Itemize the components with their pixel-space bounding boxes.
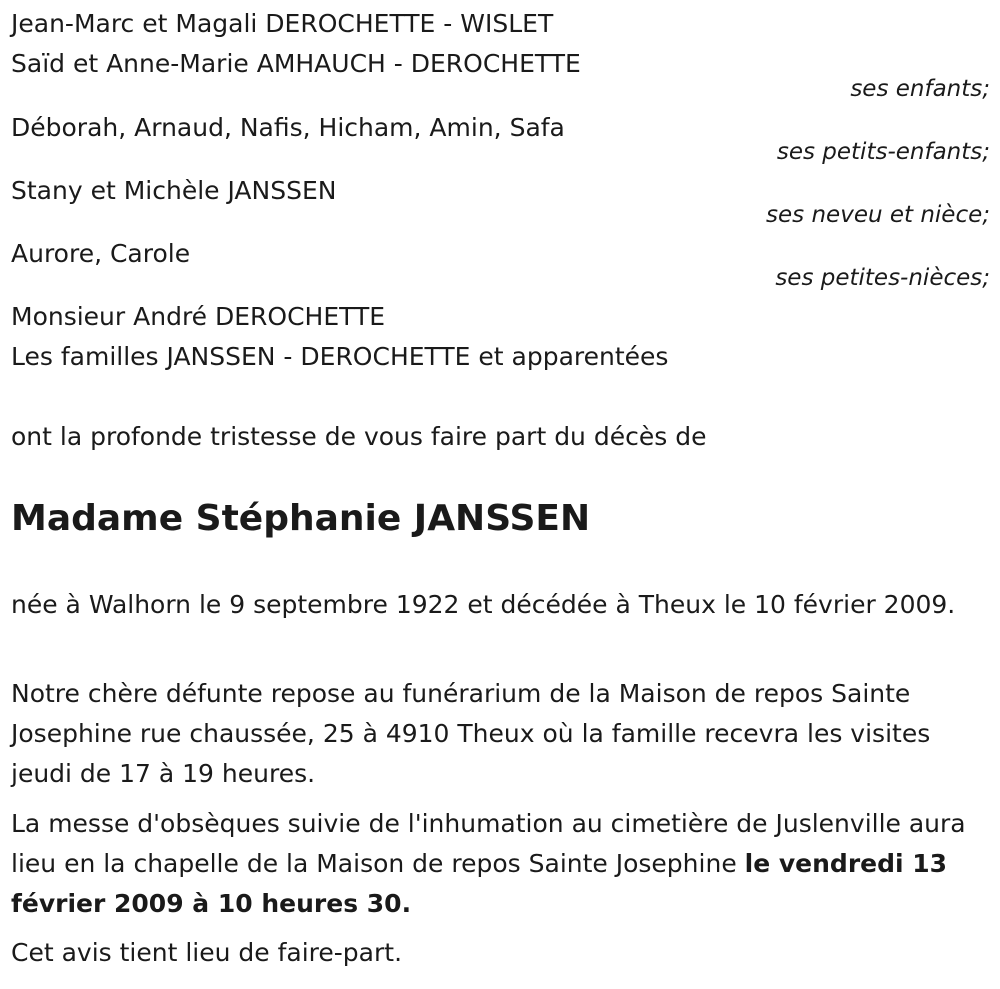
funeral-date-time: le vendredi 13 février 2009 à 10 heures 30.	[11, 849, 948, 918]
children-line-1: Jean-Marc et Magali DEROCHETTE - WISLET	[11, 9, 554, 38]
announcement-text: ont la profonde tristesse de vous faire part du décès de	[11, 422, 707, 451]
birth-death-paragraph: née à Walhorn le 9 septembre 1922 et décédée à Theux le 10 février 2009.	[11, 590, 956, 619]
closing-text: Cet avis tient lieu de faire-part.	[11, 938, 403, 967]
grandnieces-role: ses petites-nièces;	[775, 265, 990, 291]
funeral-text: La messe d'obsèques suivie de l'inhumation au cimetière de Juslenville aura lieu en la chapelle de la Maison de repos Sainte Josephine	[11, 809, 966, 878]
other-family-line-1: Monsieur André DEROCHETTE	[11, 302, 386, 331]
grandchildren-line: Déborah, Arnaud, Nafis, Hicham, Amin, Safa	[11, 113, 565, 142]
funeral-paragraph	[11, 804, 996, 924]
other-family-line-2: Les familles JANSSEN - DEROCHETTE et apparentées	[11, 342, 669, 371]
grandnieces-line: Aurore, Carole	[11, 239, 191, 268]
nephew-niece-line: Stany et Michèle JANSSEN	[11, 176, 337, 205]
nephew-niece-role: ses neveu et nièce;	[766, 202, 990, 228]
children-role: ses enfants;	[850, 76, 990, 102]
deceased-name: Madame Stéphanie JANSSEN	[11, 498, 591, 539]
grandchildren-role: ses petits-enfants;	[776, 139, 990, 165]
children-line-2: Saïd et Anne-Marie AMHAUCH - DEROCHETTE	[11, 49, 581, 78]
visitation-paragraph: Notre chère défunte repose au funérarium de la Maison de repos Sainte Josephine rue chaussée, 25 à 4910 Theux où la famille recevra les visites jeudi de 17 à 19 heures.	[11, 679, 931, 788]
